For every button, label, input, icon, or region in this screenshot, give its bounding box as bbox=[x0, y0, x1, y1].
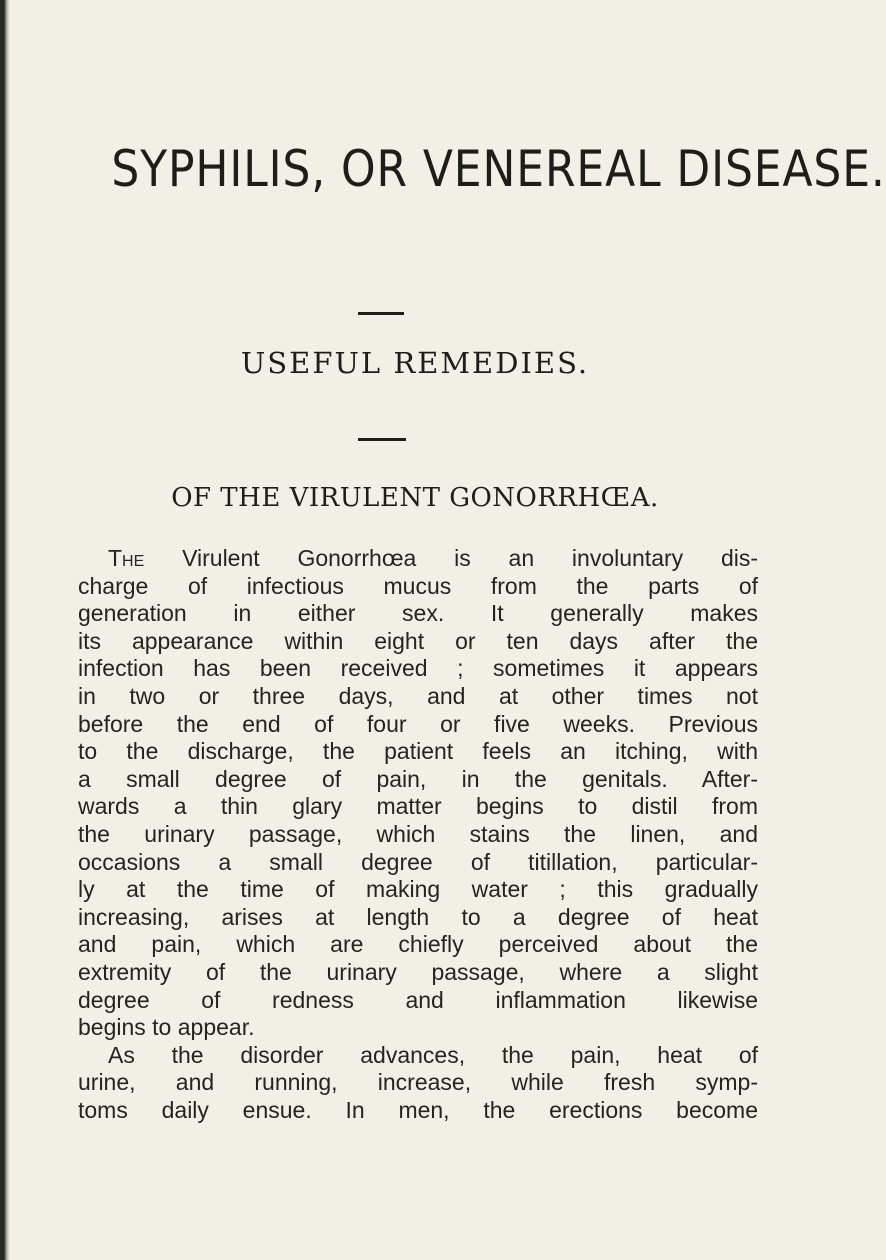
text-line: to the discharge, the patient feels an itching, with bbox=[78, 738, 758, 765]
text-line: and pain, which are chiefly perceived about the bbox=[78, 931, 758, 958]
text-line: occasions a small degree of titillation, particular- bbox=[78, 848, 758, 875]
body-text bbox=[78, 545, 758, 1124]
text-line: a small degree of pain, in the genitals. After- bbox=[78, 765, 758, 792]
section-title: OF THE VIRULENT GONORRHŒA. bbox=[171, 483, 659, 513]
book-page bbox=[70, 0, 886, 1260]
text-line: begins to appear. bbox=[78, 1014, 255, 1041]
text-line: degree of redness and inflammation likewise bbox=[78, 986, 758, 1013]
text-line: As the disorder advances, the pain, heat of bbox=[108, 1041, 758, 1068]
text-line: increasing, arises at length to a degree of heat bbox=[78, 903, 758, 930]
text-line: its appearance within eight or ten days after the bbox=[78, 627, 758, 654]
page-edge-shadow bbox=[0, 0, 10, 1260]
page-title: SYPHILIS, OR VENEREAL DISEASE. bbox=[111, 140, 886, 198]
text-line: charge of infectious mucus from the parts of bbox=[78, 572, 758, 599]
text-line: extremity of the urinary passage, where a slight bbox=[78, 958, 758, 985]
text-line: the urinary passage, which stains the linen, and bbox=[78, 820, 758, 847]
divider-rule bbox=[358, 438, 406, 441]
text-line: ly at the time of making water ; this gradually bbox=[78, 876, 758, 903]
text-line: infection has been received ; sometimes it appears bbox=[78, 655, 758, 682]
text-line: in two or three days, and at other times not bbox=[78, 682, 758, 709]
text-line: wards a thin glary matter begins to distil from bbox=[78, 793, 758, 820]
text-line: toms daily ensue. In men, the erections become bbox=[78, 1096, 758, 1123]
text-line: before the end of four or five weeks. Previous bbox=[78, 710, 758, 737]
drop-word: The bbox=[108, 545, 145, 571]
text-line: The Virulent Gonorrhœa is an involuntary dis- bbox=[108, 545, 758, 571]
divider-rule bbox=[358, 312, 404, 315]
text-line: urine, and running, increase, while fresh symp- bbox=[78, 1069, 758, 1096]
text-line: generation in either sex. It generally makes bbox=[78, 600, 758, 627]
subheading: USEFUL REMEDIES. bbox=[240, 346, 590, 380]
